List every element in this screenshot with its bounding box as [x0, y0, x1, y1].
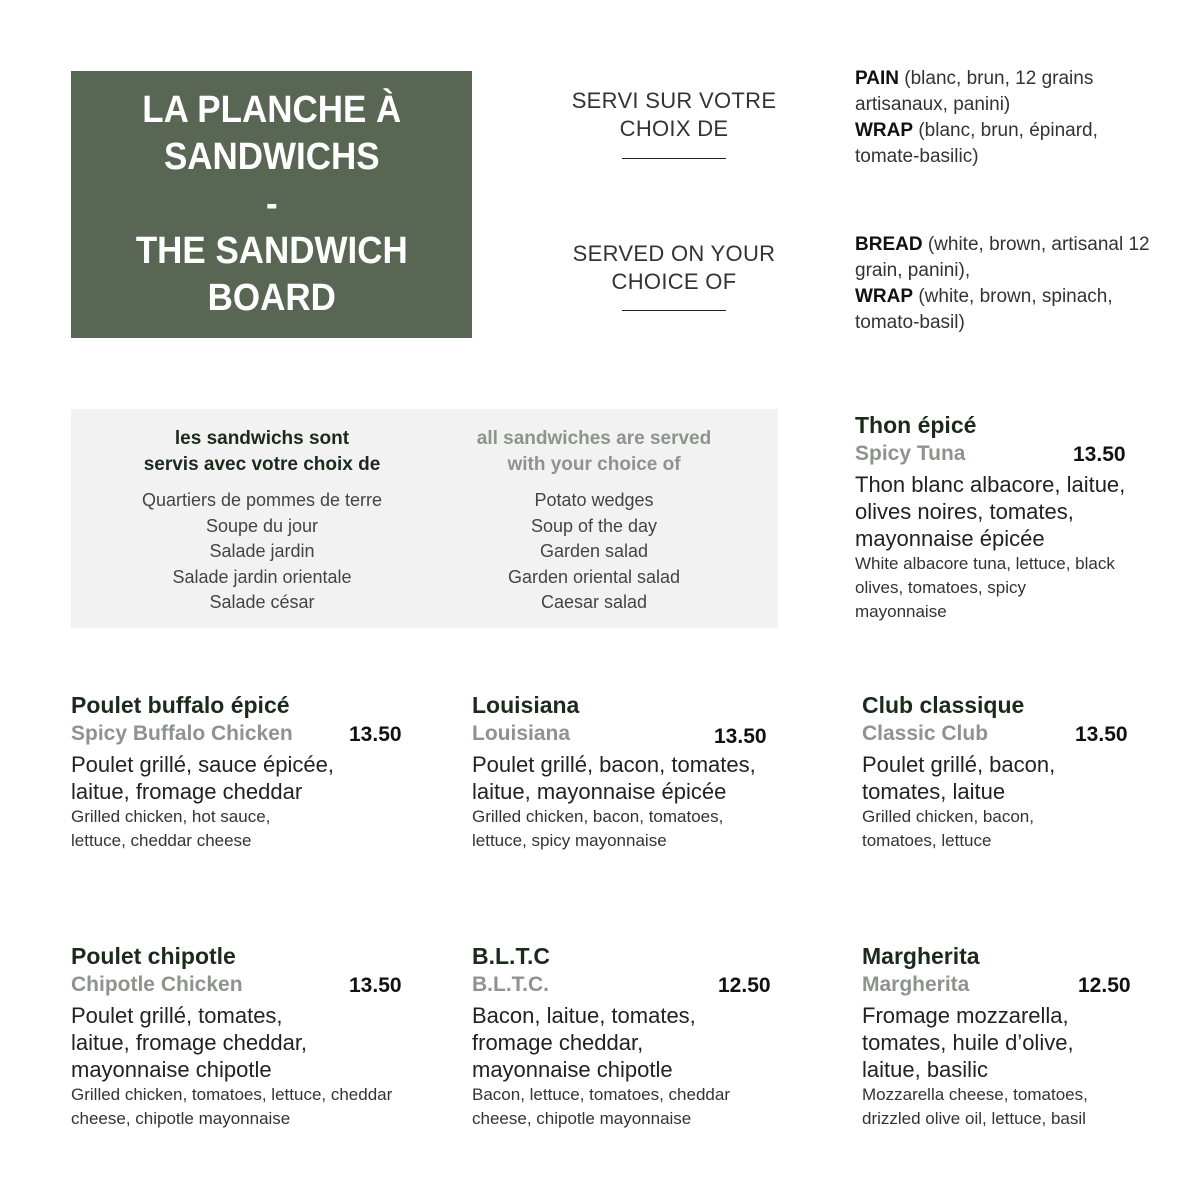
side-item: Salade césar: [209, 592, 315, 612]
item-description-fr: Bacon, laitue, tomates, fromage cheddar, mayonnaise chipotle: [472, 1003, 696, 1082]
wrap-text-en: (white, brown, spinach, tomato-basil): [855, 286, 1113, 333]
title-line-1: LA PLANCHE À: [142, 89, 401, 131]
side-item: Potato wedges: [534, 490, 654, 510]
item-description-en: Grilled chicken, bacon, tomatoes, lettuce, spicy mayonnaise: [472, 807, 724, 850]
title-line-3: THE SANDWICH: [135, 230, 408, 272]
sides-list-en: [433, 488, 755, 616]
served-en-line-2: CHOICE OF: [611, 269, 737, 294]
bread-label-en: BREAD: [855, 234, 923, 255]
item-description-fr: Poulet grillé, sauce épicée, laitue, fromage cheddar: [71, 752, 334, 804]
sides-heading-fr: les sandwichs sont servis avec votre choix de: [143, 428, 381, 475]
served-fr-divider: [622, 158, 726, 159]
item-description-en: Grilled chicken, tomatoes, lettuce, cheddar cheese, chipotle mayonnaise: [71, 1085, 393, 1128]
menu-item-louisiana: [472, 691, 812, 853]
item-description-fr: Poulet grillé, bacon, tomates, laitue, mayonnaise épicée: [472, 752, 756, 804]
item-name-fr: Thon épicé: [855, 412, 977, 438]
wrap-text-fr: (blanc, brun, épinard, tomate-basilic): [855, 120, 1098, 167]
served-en-divider: [622, 310, 726, 311]
menu-item-bltc: [472, 942, 812, 1131]
sides-column-en: [433, 426, 755, 616]
item-description-en: White albacore tuna, lettuce, black olives, tomatoes, spicy mayonnaise: [855, 554, 1115, 621]
item-description-en: Grilled chicken, hot sauce, lettuce, cheddar cheese: [71, 807, 271, 850]
item-name-en: Spicy Buffalo Chicken: [71, 722, 293, 745]
bread-text-fr: (blanc, brun, 12 grains artisanaux, panini): [855, 68, 1094, 115]
item-name-fr: Club classique: [862, 692, 1025, 718]
served-fr-line-1: SERVI SUR VOTRE: [571, 88, 777, 113]
menu-item-classic-club: [862, 691, 1152, 853]
bread-text-en: (white, brown, artisanal 12 grain, panini),: [855, 234, 1150, 281]
item-description-fr: Thon blanc albacore, laitue, olives noires, tomates, mayonnaise épicée: [855, 472, 1126, 551]
side-item: Salade jardin: [209, 541, 315, 561]
item-price: 13.50: [349, 723, 402, 746]
served-fr-line-2: CHOIX DE: [619, 116, 729, 141]
sides-panel: [71, 409, 778, 628]
title-separator: -: [265, 183, 278, 225]
served-label-fr: [559, 87, 789, 143]
bread-options-fr: [855, 66, 1155, 170]
menu-title-panel: [71, 71, 472, 338]
served-label-en: [559, 240, 789, 296]
sides-list-fr: [101, 488, 423, 616]
item-price: 13.50: [1075, 723, 1128, 746]
menu-item-chipotle-chicken: [71, 942, 411, 1131]
item-description-en: Bacon, lettuce, tomatoes, cheddar cheese, chipotle mayonnaise: [472, 1085, 730, 1128]
wrap-label-en: WRAP: [855, 286, 914, 307]
item-description-fr: Poulet grillé, tomates, laitue, fromage cheddar, mayonnaise chipotle: [71, 1003, 308, 1082]
title-line-4: BOARD: [207, 277, 336, 319]
served-en-line-1: SERVED ON YOUR: [572, 241, 776, 266]
item-name-en: B.L.T.C.: [472, 973, 549, 996]
item-description-fr: Poulet grillé, bacon, tomates, laitue: [862, 752, 1056, 804]
sides-column-fr: [101, 426, 423, 616]
side-item: Soup of the day: [530, 515, 658, 536]
bread-options-en: [855, 232, 1155, 336]
item-name-en: Louisiana: [472, 722, 571, 745]
item-name-en: Classic Club: [862, 722, 989, 745]
item-price: 13.50: [1073, 443, 1126, 466]
item-price: 13.50: [349, 974, 402, 997]
item-name-fr: Margherita: [862, 943, 980, 969]
item-price: 12.50: [718, 974, 771, 997]
sides-heading-en: all sandwiches are served with your choice of: [476, 428, 712, 475]
item-description-fr: Fromage mozzarella, tomates, huile d’olive, laitue, basilic: [862, 1003, 1074, 1082]
item-name-en: Spicy Tuna: [855, 442, 966, 465]
menu-item-spicy-buffalo-chicken: [71, 691, 411, 853]
side-item: Garden oriental salad: [507, 566, 681, 587]
item-name-en: Chipotle Chicken: [71, 973, 243, 996]
item-name-fr: B.L.T.C: [472, 943, 550, 969]
item-price: 13.50: [714, 725, 767, 748]
menu-title: [124, 87, 420, 322]
title-line-2: SANDWICHS: [163, 136, 380, 178]
side-item: Salade jardin orientale: [172, 566, 352, 587]
side-item: Garden salad: [539, 541, 649, 561]
item-name-en: Margherita: [862, 973, 970, 996]
item-name-fr: Louisiana: [472, 692, 580, 718]
item-description-en: Mozzarella cheese, tomatoes, drizzled olive oil, lettuce, basil: [862, 1085, 1088, 1128]
item-price: 12.50: [1078, 974, 1131, 997]
side-item: Soupe du jour: [205, 515, 319, 536]
item-name-fr: Poulet chipotle: [71, 943, 236, 969]
menu-item-spicy-tuna: [855, 411, 1145, 624]
menu-item-margherita: [862, 942, 1152, 1131]
item-description-en: Grilled chicken, bacon, tomatoes, lettuce: [862, 807, 1034, 850]
wrap-label-fr: WRAP: [855, 120, 914, 141]
bread-label-fr: PAIN: [855, 68, 899, 89]
side-item: Caesar salad: [540, 592, 648, 612]
item-name-fr: Poulet buffalo épicé: [71, 692, 290, 718]
side-item: Quartiers de pommes de terre: [141, 490, 383, 510]
